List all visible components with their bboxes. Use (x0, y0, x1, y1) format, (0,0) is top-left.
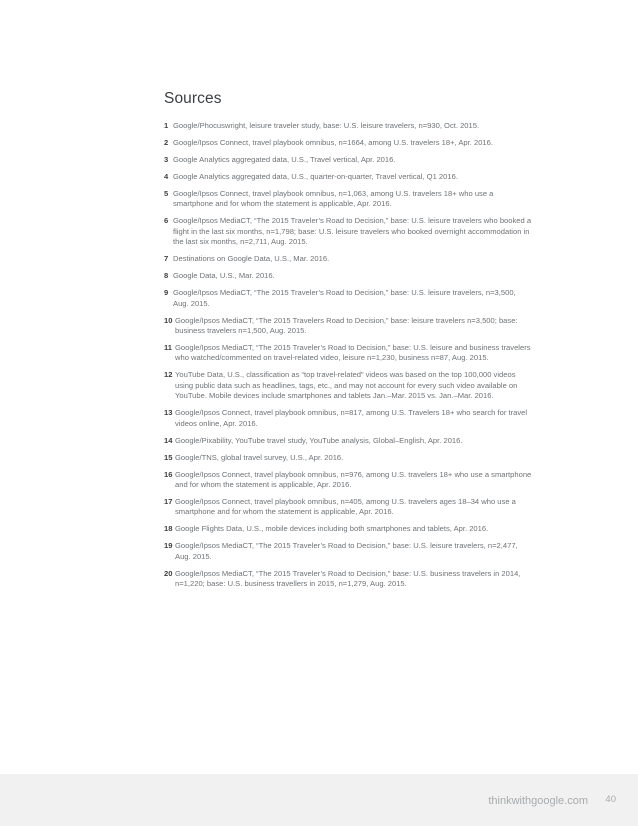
source-text: Google/Ipsos Connect, travel playbook omnibus, n=976, among U.S. travelers 18+ who use a smartphone and for whom the statement is applicable, Apr. 2016. (175, 469, 532, 490)
source-item (164, 569, 532, 590)
source-text: Google/Phocuswright, leisure traveler study, base: U.S. leisure travelers, n=930, Oct. 2015. (173, 121, 480, 130)
source-number: 9 (164, 288, 169, 298)
source-number: 16 (164, 469, 173, 479)
footer-site-link[interactable]: thinkwithgoogle.com (488, 795, 588, 807)
source-text: Google/Ipsos Connect, travel playbook omnibus, n=1664, among U.S. travelers 18+, Apr. 2016. (173, 138, 493, 147)
source-number: 14 (164, 435, 173, 445)
source-item (164, 189, 532, 210)
source-number: 20 (164, 568, 173, 578)
source-item (164, 216, 532, 247)
source-item (164, 138, 532, 148)
source-item (164, 408, 532, 429)
source-number: 11 (164, 343, 173, 353)
source-number: 7 (164, 254, 169, 264)
page-footer (0, 774, 638, 826)
source-text: Google Data, U.S., Mar. 2016. (173, 271, 275, 281)
source-item (164, 370, 532, 401)
source-item (164, 453, 532, 463)
source-item (164, 343, 532, 364)
source-item (164, 524, 532, 534)
source-number: 18 (164, 524, 173, 534)
source-number: 3 (164, 155, 169, 164)
source-text: Google/Ipsos Connect, travel playbook omnibus, n=1,063, among U.S. travelers 18+ who use a smartphone and for whom the statement is applicable, Apr. 2016. (173, 189, 494, 209)
source-text: Google Analytics aggregated data, U.S., quarter-on-quarter, Travel vertical, Q1 2016. (173, 172, 458, 181)
source-item (164, 271, 532, 281)
source-item (164, 288, 532, 309)
source-number: 1 (164, 121, 169, 130)
source-text: Google/Ipsos MediaCT, “The 2015 Traveler’s Road to Decision,” base: U.S. leisure travelers, n=3,500, Aug. 2015. (173, 288, 516, 308)
source-text: Google/Ipsos MediaCT, “The 2015 Traveler’s Road to Decision,” base: U.S. business travelers in 2014, n=1,220; base: U.S. business travellers in 2015, n=1,279, Aug. 2015. (175, 568, 521, 589)
source-number: 19 (164, 541, 173, 551)
source-number: 15 (164, 452, 173, 462)
source-item (164, 497, 532, 518)
source-number: 13 (164, 408, 173, 418)
source-text: Google/Ipsos MediaCT, “The 2015 Traveler’s Road to Decision,” base: U.S. leisure travelers who booked a flight in the last six months, n=1,798; base: U.S. leisure travelers who booked overnight accommodation in the last six months, n=2,711, Aug. 2015. (173, 216, 532, 247)
source-text: Google/Ipsos MediaCT, “The 2015 Travelers Road to Decision,” base: leisure travelers n=3,500; base: business travelers n=1,500, Aug. 2015. (175, 315, 518, 336)
source-number: 4 (164, 172, 169, 181)
source-text: YouTube Data, U.S., classification as “top travel-related” videos was based on the top 100,000 videos using public data such as headlines, tags, etc., and may not account for every such video available on YouTube. Mobile devices include smartphones and tablets Jan.–Mar. 2015 vs. Jan.–Mar. 2016. (175, 370, 518, 401)
source-text: Google/Pixability, YouTube travel study, YouTube analysis, Global–English, Apr. 2016. (175, 435, 463, 445)
source-text: Google/Ipsos MediaCT, “The 2015 Traveler’s Road to Decision,” base: U.S. leisure and business travelers who watched/commented on travel-related video, leisure n=1,230, business n=87, Aug. 2015. (175, 343, 531, 363)
source-item (164, 470, 532, 491)
source-number: 12 (164, 370, 173, 380)
source-number: 17 (164, 497, 173, 507)
source-text: Google/Ipsos MediaCT, “The 2015 Traveler’s Road to Decision,” base: U.S. leisure travelers, n=2,477, Aug. 2015. (175, 541, 518, 561)
source-text: Google/TNS, global travel survey, U.S., Apr. 2016. (175, 452, 344, 462)
source-text: Google/Ipsos Connect, travel playbook omnibus, n=817, among U.S. Travelers 18+ who search for travel videos online, Apr. 2016. (175, 408, 528, 428)
source-number: 6 (164, 216, 169, 226)
source-number: 8 (164, 271, 169, 281)
source-item (164, 121, 532, 131)
source-text: Destinations on Google Data, U.S., Mar. 2016. (173, 254, 330, 264)
source-text: Google/Ipsos Connect, travel playbook omnibus, n=405, among U.S. travelers ages 18–34 who use a smartphone and for whom the statement is applicable, Apr. 2016. (175, 497, 516, 517)
sources-list (164, 121, 532, 596)
page-number: 40 (605, 794, 616, 805)
source-number: 2 (164, 138, 169, 147)
source-item (164, 172, 532, 182)
source-item (164, 254, 532, 264)
source-text: Google Flights Data, U.S., mobile devices including both smartphones and tablets, Apr. 2016. (175, 524, 489, 534)
source-item (164, 436, 532, 446)
page-title: Sources (164, 90, 222, 107)
source-number: 10 (164, 315, 173, 325)
source-item (164, 316, 532, 337)
source-text: Google Analytics aggregated data, U.S., Travel vertical, Apr. 2016. (173, 155, 396, 164)
source-number: 5 (164, 189, 169, 198)
source-item (164, 155, 532, 165)
source-item (164, 541, 532, 562)
